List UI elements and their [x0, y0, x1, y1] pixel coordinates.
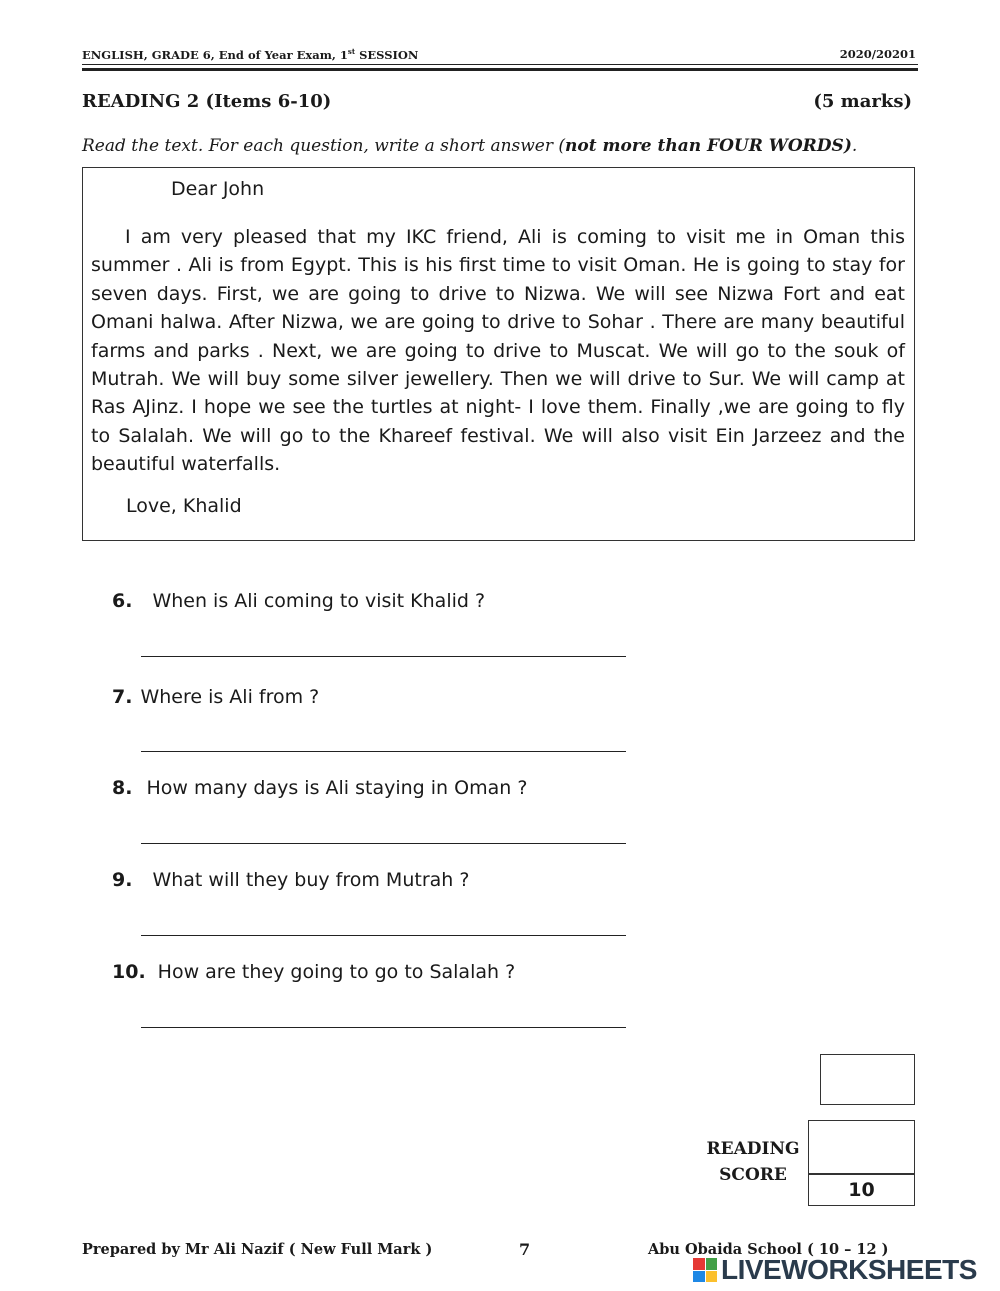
question-text: How many days is Ali staying in Oman ? — [146, 777, 528, 799]
footer-school: Abu Obaida School ( 10 – 12 ) — [648, 1241, 889, 1258]
letter-box — [82, 167, 915, 541]
question-number: 7. — [112, 686, 133, 708]
question-number: 6. — [112, 590, 133, 612]
score-label — [698, 1136, 808, 1188]
liveworksheets-logo-icon — [693, 1258, 717, 1282]
page-number: 7 — [519, 1240, 531, 1259]
answer-line-7[interactable] — [141, 751, 626, 752]
footer-prepared-by: Prepared by Mr Ali Nazif ( New Full Mark ) — [82, 1241, 433, 1258]
header-divider-thick — [82, 68, 918, 71]
section-marks: (5 marks) — [813, 91, 912, 112]
answer-line-9[interactable] — [141, 935, 626, 936]
question-7 — [112, 686, 319, 708]
question-8 — [112, 777, 527, 799]
section-title: READING 2 (Items 6-10) — [82, 91, 332, 112]
score-total-box — [808, 1174, 915, 1206]
letter-salutation: Dear John — [171, 178, 265, 200]
answer-line-8[interactable] — [141, 843, 626, 844]
question-number: 8. — [112, 777, 133, 799]
question-number: 10. — [112, 961, 146, 983]
reading-score-box[interactable] — [808, 1120, 915, 1174]
question-10 — [112, 961, 515, 983]
question-text: When is Ali coming to visit Khalid ? — [152, 590, 486, 612]
letter-body: I am very pleased that my IKC friend, Ali is coming to visit me in Oman this summer . Ali is from Egypt. This is his first time to visit Oman. He is going to stay for seven days. First, we are going to drive to Nizwa. We will see Nizwa Fort and eat Omani halwa. After Nizwa, we are going to drive to Sohar . There are many beautiful farms and parks . Next, we are going to drive to Muscat. We will go to the souk of Mutrah. We will buy some silver jewellery. Then we will drive to Sur. We will camp at Ras AJinz. I hope we see the turtles at night- I love them. Finally ,we are going to fly to Salalah. We will go to the Khareef festival. We will also visit Ein Jarzeez and the beautiful waterfalls. — [91, 226, 905, 476]
score-entry-box[interactable] — [820, 1054, 915, 1105]
score-total: 10 — [848, 1179, 875, 1201]
answer-line-10[interactable] — [141, 1027, 626, 1028]
question-6 — [112, 590, 485, 612]
question-number: 9. — [112, 869, 133, 891]
answer-line-6[interactable] — [141, 656, 626, 657]
exam-header-title: ENGLISH, GRADE 6, End of Year Exam, 1st SESSION — [82, 47, 419, 62]
letter-signoff: Love, Khalid — [126, 495, 242, 517]
score-label-line1: READING — [706, 1139, 800, 1159]
header-divider-thin — [82, 64, 918, 65]
score-label-line2: SCORE — [719, 1165, 787, 1185]
liveworksheets-logo[interactable] — [693, 1256, 977, 1284]
question-text: What will they buy from Mutrah ? — [152, 869, 470, 891]
liveworksheets-brand-text: LIVEWORKSHEETS — [721, 1254, 977, 1285]
question-text: Where is Ali from ? — [140, 686, 320, 708]
question-text: How are they going to go to Salalah ? — [157, 961, 516, 983]
exam-header-year: 2020/20201 — [839, 47, 916, 61]
instructions: Read the text. For each question, write a short answer (not more than FOUR WORDS). — [82, 136, 858, 156]
question-9 — [112, 869, 469, 891]
